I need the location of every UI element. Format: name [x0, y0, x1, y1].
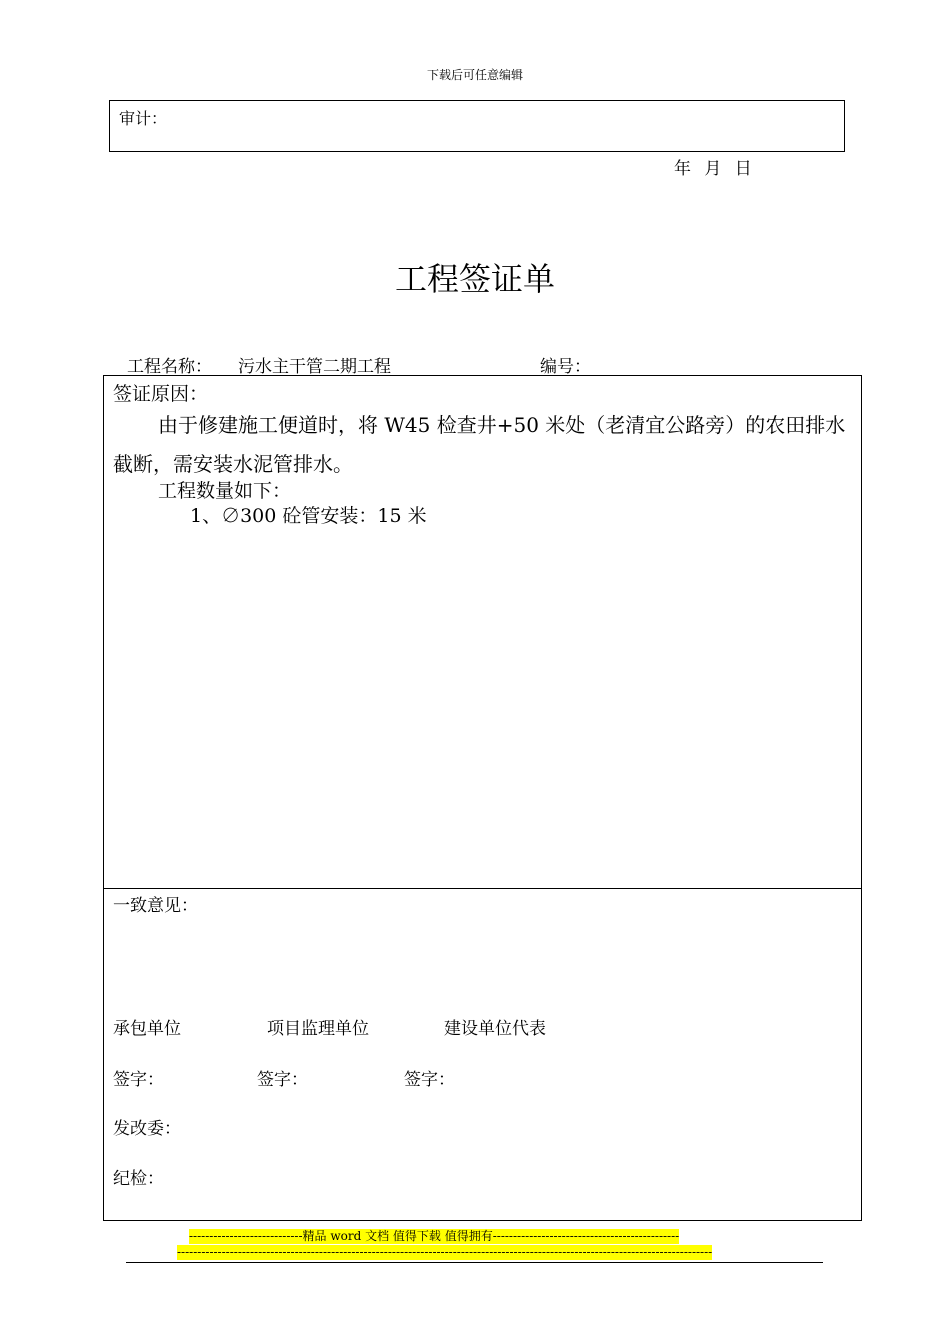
- visa-table: [103, 375, 862, 1221]
- footer-banner-line-1: ----------------------------精品 word 文档 值得下载 值得拥有----------------------------------------------: [189, 1229, 680, 1243]
- document-title: 工程签证单: [394, 260, 555, 298]
- sign-contractor: 签字：: [113, 1070, 164, 1090]
- audit-box: [109, 100, 845, 152]
- footer-banner-line-2: ------------------------------------------------------------------------------------------------------------------------------------: [177, 1245, 713, 1259]
- header-note: 下载后可任意编辑: [426, 68, 523, 82]
- project-number-label: 编号：: [540, 357, 591, 377]
- footer-rule: [126, 1262, 823, 1263]
- date-line: 年 月 日: [674, 159, 755, 179]
- reason-label: 签证原因：: [113, 383, 209, 405]
- sign-supervisor: 签字：: [257, 1070, 308, 1090]
- party-owner-rep: 建设单位代表: [444, 1019, 546, 1039]
- project-name-value: 污水主干管二期工程: [238, 357, 391, 377]
- consent-label: 一致意见：: [113, 896, 198, 916]
- audit-label: 审计：: [119, 109, 168, 128]
- discipline-label: 纪检：: [113, 1169, 164, 1189]
- project-name-row: [127, 352, 391, 377]
- party-contractor: 承包单位: [113, 1019, 181, 1039]
- reason-text: 由于修建施工便道时，将 W45 检查井+50 米处（老清宜公路旁）的农田排水截断，需安装水泥管排水。: [113, 413, 846, 476]
- table-divider: [104, 888, 861, 889]
- ndrc-label: 发改委：: [113, 1119, 181, 1139]
- sign-owner-rep: 签字：: [404, 1070, 455, 1090]
- quantity-label: 工程数量如下：: [158, 480, 292, 502]
- project-name-label: 工程名称：: [127, 357, 212, 377]
- quantity-item: 1、∅300 砼管安装：15 米: [190, 505, 427, 527]
- party-supervisor: 项目监理单位: [267, 1019, 369, 1039]
